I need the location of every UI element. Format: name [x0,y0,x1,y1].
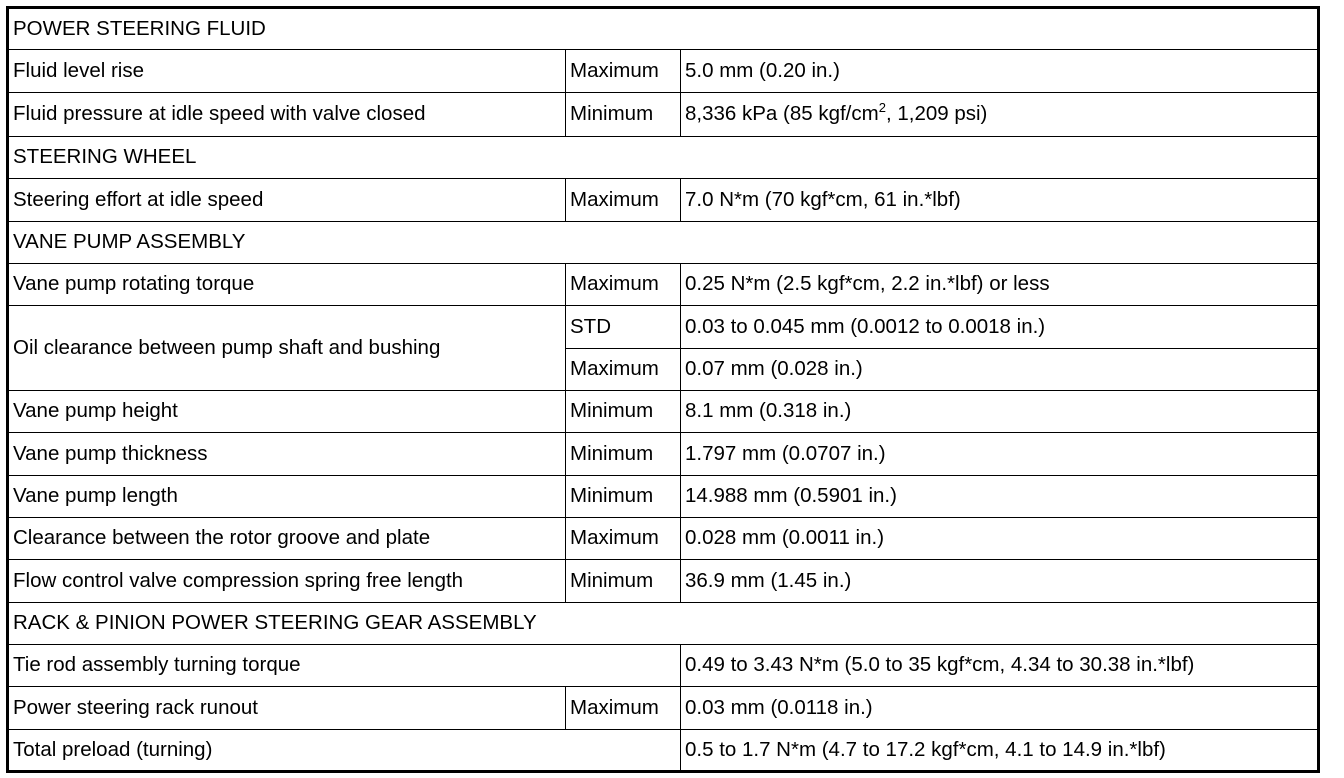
spec-cell: 0.03 to 0.045 mm (0.0012 to 0.0018 in.) [681,306,1319,348]
item-cell: Steering effort at idle speed [8,179,566,221]
item-cell: Clearance between the rotor groove and plate [8,517,566,559]
spec-cell: 36.9 mm (1.45 in.) [681,560,1319,602]
item-cell: Vane pump height [8,390,566,432]
spec-cell: 0.07 mm (0.028 in.) [681,348,1319,390]
condition-cell: Maximum [566,687,681,729]
section-title-power-steering-fluid: POWER STEERING FLUID [8,8,1319,50]
spec-cell: 14.988 mm (0.5901 in.) [681,475,1319,517]
table-row [8,263,1319,305]
table-row [8,475,1319,517]
section-title-vane-pump-assembly: VANE PUMP ASSEMBLY [8,221,1319,263]
condition-cell: Minimum [566,475,681,517]
spec-cell: 0.028 mm (0.0011 in.) [681,517,1319,559]
condition-cell: Minimum [566,433,681,475]
item-cell: Power steering rack runout [8,687,566,729]
section-title-rack-pinion: RACK & PINION POWER STEERING GEAR ASSEMBLY [8,602,1319,644]
spec-cell: 1.797 mm (0.0707 in.) [681,433,1319,475]
table-row [8,92,1319,136]
item-cell: Vane pump thickness [8,433,566,475]
table-row [8,306,1319,348]
table-row [8,517,1319,559]
condition-cell: Maximum [566,517,681,559]
spec-cell: 5.0 mm (0.20 in.) [681,50,1319,92]
table-row [8,179,1319,221]
spec-cell: 8.1 mm (0.318 in.) [681,390,1319,432]
section-row [8,221,1319,263]
condition-cell: Minimum [566,92,681,136]
item-cell: Tie rod assembly turning torque [8,644,681,686]
condition-cell: Maximum [566,263,681,305]
item-cell: Total preload (turning) [8,729,681,771]
table-row [8,560,1319,602]
spec-text: , 1,209 psi) [885,102,988,126]
condition-cell: Maximum [566,179,681,221]
table-row [8,433,1319,475]
condition-cell: Maximum [566,348,681,390]
condition-cell: Minimum [566,560,681,602]
condition-cell: Maximum [566,50,681,92]
condition-cell: STD [566,306,681,348]
spec-cell: 0.25 N*m (2.5 kgf*cm, 2.2 in.*lbf) or less [681,263,1319,305]
item-cell: Vane pump length [8,475,566,517]
section-row [8,602,1319,644]
spec-cell: 0.03 mm (0.0118 in.) [681,687,1319,729]
spec-text: 8,336 kPa (85 kgf/cm [685,102,879,126]
table-row [8,687,1319,729]
item-cell: Fluid level rise [8,50,566,92]
condition-cell: Minimum [566,390,681,432]
table-row [8,50,1319,92]
spec-cell: 7.0 N*m (70 kgf*cm, 61 in.*lbf) [681,179,1319,221]
item-cell: Fluid pressure at idle speed with valve closed [8,92,566,136]
table-row [8,729,1319,771]
item-cell: Oil clearance between pump shaft and bushing [8,306,566,391]
spec-cell: 0.5 to 1.7 N*m (4.7 to 17.2 kgf*cm, 4.1 to 14.9 in.*lbf) [681,729,1319,771]
spec-cell: 0.49 to 3.43 N*m (5.0 to 35 kgf*cm, 4.34 to 30.38 in.*lbf) [681,644,1319,686]
table-row [8,644,1319,686]
section-row [8,137,1319,179]
spec-superscript: 2 [878,100,886,116]
specification-table [6,6,1320,773]
table-row [8,390,1319,432]
section-row [8,8,1319,50]
item-cell: Vane pump rotating torque [8,263,566,305]
section-title-steering-wheel: STEERING WHEEL [8,137,1319,179]
item-cell: Flow control valve compression spring free length [8,560,566,602]
spec-cell [681,92,1319,136]
